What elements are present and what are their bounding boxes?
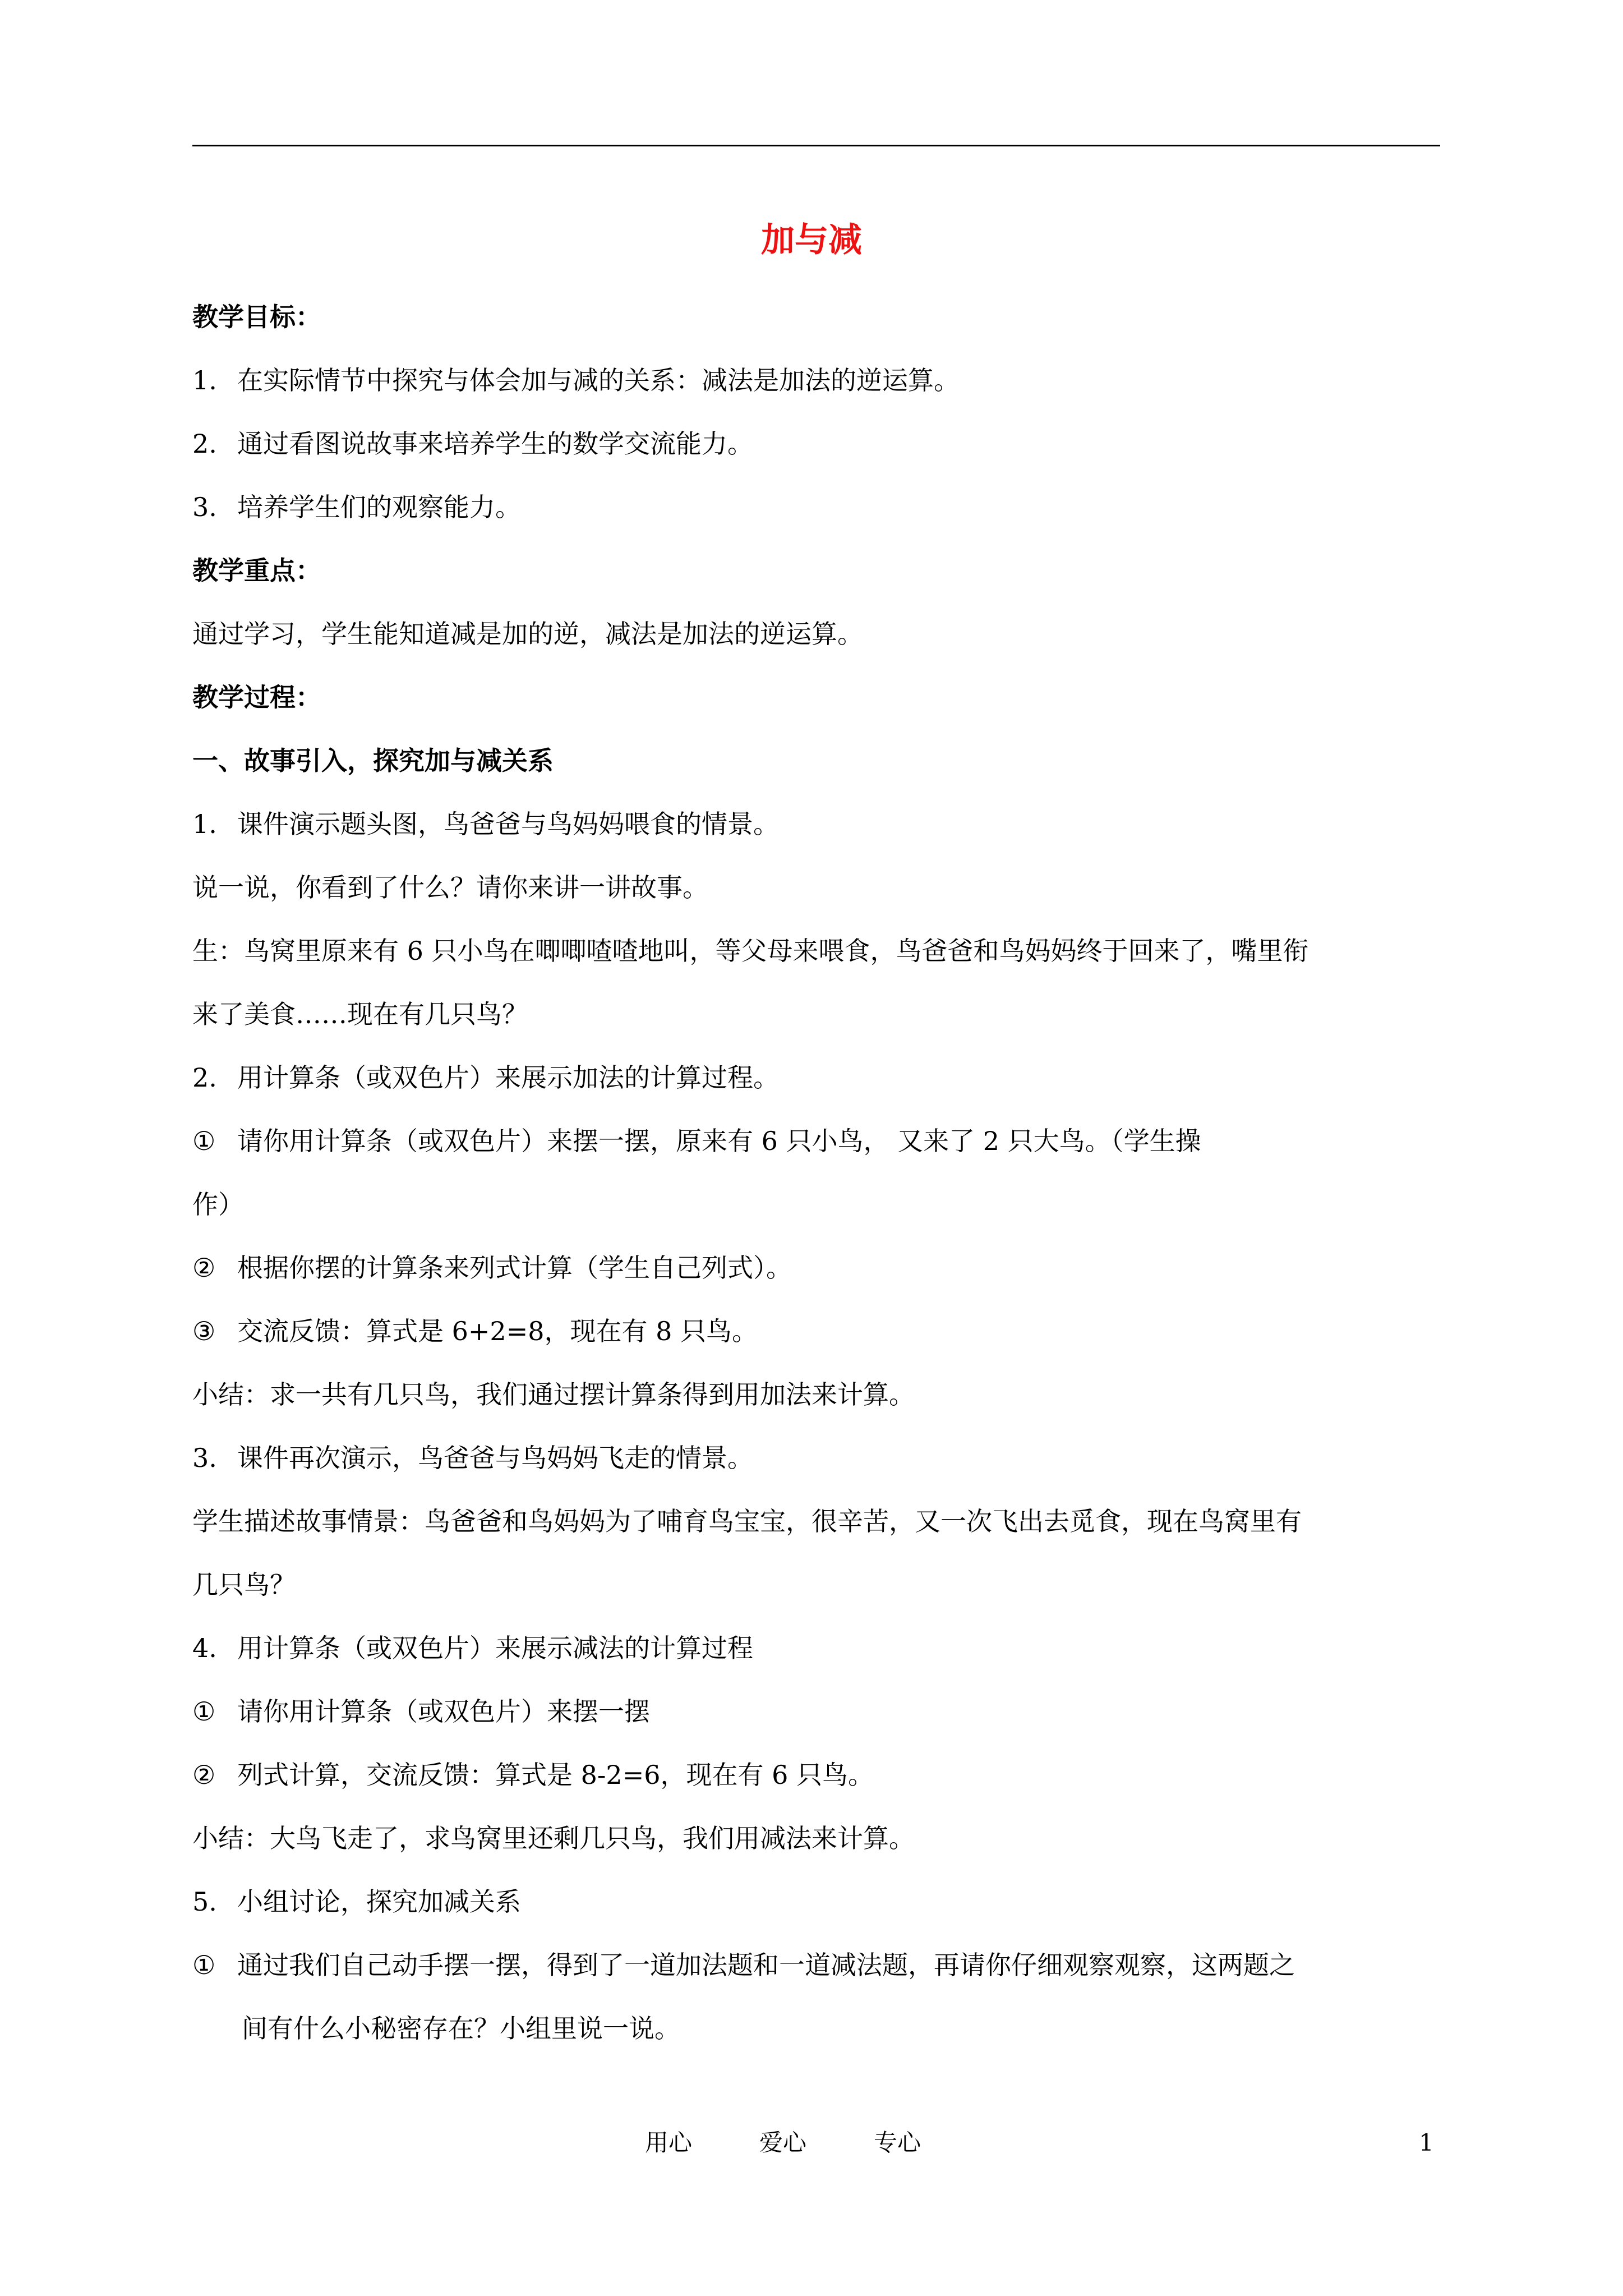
step-3-description-line-2: 几只鸟？ bbox=[192, 1570, 296, 1600]
substep-text: 通过我们自己动手摆一摆，得到了一道加法题和一道减法题，再请你仔细观察观察，这两题之 bbox=[237, 1950, 1295, 1980]
step-4-b bbox=[192, 1758, 1440, 1792]
objective-item-1 bbox=[192, 364, 1440, 397]
step-text: 用计算条（或双色片）来展示加法的计算过程。 bbox=[237, 1062, 779, 1093]
circled-number: ② bbox=[192, 1253, 216, 1283]
objective-item-3 bbox=[192, 490, 1440, 524]
step-2-summary: 小结：求一共有几只鸟，我们通过摆计算条得到用加法来计算。 bbox=[192, 1379, 915, 1410]
step-1-prompt: 说一说，你看到了什么？请你来讲一讲故事。 bbox=[192, 872, 708, 903]
step-5 bbox=[192, 1885, 1440, 1918]
objective-text: 在实际情节中探究与体会加与减的关系：减法是加法的逆运算。 bbox=[237, 365, 960, 395]
footer-item: 爱心 bbox=[759, 2129, 807, 2156]
step-2-c bbox=[192, 1314, 1440, 1348]
step-1 bbox=[192, 807, 1440, 841]
step-text: 课件演示题头图，鸟爸爸与鸟妈妈喂食的情景。 bbox=[237, 809, 779, 839]
step-4-summary: 小结：大鸟飞走了，求鸟窝里还剩几只鸟，我们用减法来计算。 bbox=[192, 1823, 915, 1853]
step-5-a-continued: 间有什么小秘密存在？小组里说一说。 bbox=[242, 2013, 680, 2044]
key-points-heading: 教学重点： bbox=[192, 555, 321, 586]
objective-number: 2. bbox=[192, 429, 217, 459]
page-number: 1 bbox=[1419, 2129, 1434, 2156]
step-number: 1. bbox=[192, 809, 217, 839]
step-number: 4. bbox=[192, 1633, 217, 1663]
substep-text: 列式计算，交流反馈：算式是 8-2=6，现在有 6 只鸟。 bbox=[237, 1760, 874, 1790]
substep-text: 交流反馈：算式是 6+2=8，现在有 8 只鸟。 bbox=[237, 1316, 758, 1346]
step-1-answer-line-2: 来了美食……现在有几只鸟？ bbox=[192, 999, 528, 1029]
step-text: 课件再次演示，鸟爸爸与鸟妈妈飞走的情景。 bbox=[237, 1443, 753, 1473]
step-2-a bbox=[192, 1124, 1440, 1158]
circled-number: ① bbox=[192, 1696, 216, 1727]
header-rule bbox=[192, 145, 1440, 146]
step-4 bbox=[192, 1631, 1440, 1665]
document-title: 加与减 bbox=[761, 220, 862, 260]
step-number: 5. bbox=[192, 1887, 217, 1917]
footer-item: 专心 bbox=[874, 2129, 921, 2156]
step-2-a-continued: 作） bbox=[192, 1189, 244, 1220]
objective-number: 1. bbox=[192, 365, 217, 395]
objective-text: 培养学生们的观察能力。 bbox=[237, 492, 521, 522]
objective-number: 3. bbox=[192, 492, 217, 522]
objectives-heading: 教学目标： bbox=[192, 302, 321, 332]
step-5-a bbox=[192, 1948, 1440, 1982]
objective-item-2 bbox=[192, 427, 1440, 461]
step-number: 2. bbox=[192, 1062, 217, 1093]
step-2 bbox=[192, 1061, 1440, 1094]
step-3 bbox=[192, 1441, 1440, 1475]
footer-item: 用心 bbox=[645, 2129, 693, 2156]
circled-number: ① bbox=[192, 1950, 216, 1980]
section1-heading: 一、故事引入，探究加与减关系 bbox=[192, 746, 554, 776]
step-4-a bbox=[192, 1695, 1440, 1728]
step-text: 小组讨论，探究加减关系 bbox=[237, 1887, 521, 1917]
process-heading: 教学过程： bbox=[192, 682, 321, 712]
page-footer bbox=[645, 2127, 988, 2159]
circled-number: ① bbox=[192, 1126, 216, 1156]
substep-text: 根据你摆的计算条来列式计算（学生自己列式）。 bbox=[237, 1253, 792, 1283]
step-text: 用计算条（或双色片）来展示减法的计算过程 bbox=[237, 1633, 753, 1663]
substep-text: 请你用计算条（或双色片）来摆一摆 bbox=[237, 1696, 650, 1727]
substep-text: 请你用计算条（或双色片）来摆一摆，原来有 6 只小鸟， 又来了 2 只大鸟。（学生操 bbox=[237, 1126, 1201, 1156]
objective-text: 通过看图说故事来培养学生的数学交流能力。 bbox=[237, 429, 753, 459]
step-1-answer-line-1: 生：鸟窝里原来有 6 只小鸟在唧唧喳喳地叫，等父母来喂食，鸟爸爸和鸟妈妈终于回来了，嘴里衔 bbox=[192, 936, 1309, 966]
step-3-description-line-1: 学生描述故事情景：鸟爸爸和鸟妈妈为了哺育鸟宝宝，很辛苦，又一次飞出去觅食，现在鸟窝里有 bbox=[192, 1506, 1302, 1536]
circled-number: ③ bbox=[192, 1316, 216, 1346]
key-points-text: 通过学习，学生能知道减是加的逆，减法是加法的逆运算。 bbox=[192, 619, 863, 649]
step-2-b bbox=[192, 1251, 1440, 1285]
step-number: 3. bbox=[192, 1443, 217, 1473]
circled-number: ② bbox=[192, 1760, 216, 1790]
